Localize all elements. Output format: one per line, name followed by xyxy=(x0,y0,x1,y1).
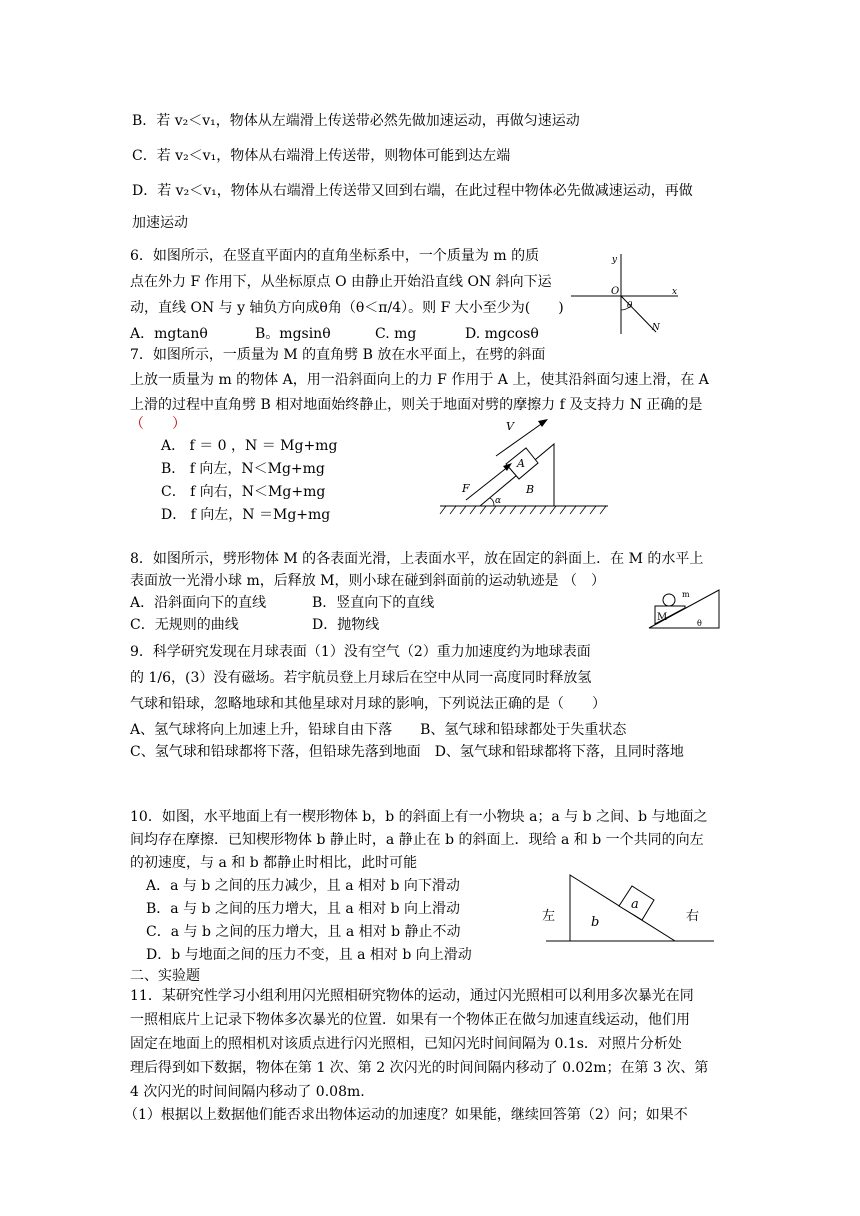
q9-options-cd: C、氢气球和铅球都将下落，但铅球先落到地面 D、氢气球和铅球都将下落，且同时落地 xyxy=(130,744,684,760)
q11-line3: 固定在地面上的照相机对该质点进行闪光照相，已知闪光时间间隔为 0.1s．对照片分析处 xyxy=(130,1036,682,1052)
q10-option-c: C．a 与 b 之间的压力增大，且 a 相对 b 静止不动 xyxy=(146,924,461,940)
q8-ball xyxy=(663,594,675,606)
q7-option-c: C． f 向右，N＜Mg+mg xyxy=(161,484,326,500)
q10-label-left: 左 xyxy=(542,909,556,924)
q10-option-b: B．a 与 b 之间的压力增大，且 a 相对 b 向上滑动 xyxy=(146,901,461,917)
q7-option-a: A． f ＝ 0 ，N ＝ Mg+mg xyxy=(161,438,338,454)
q5-option-c: C．若 v₂＜v₁，物体从右端滑上传送带，则物体可能到达左端 xyxy=(132,148,511,164)
q10-label-a: a xyxy=(631,897,639,912)
q7-label-b: B xyxy=(526,483,535,496)
q11-line4: 理后得到如下数据，物体在第 1 次、第 2 次闪光的时间间隔内移动了 0.02m；在第 3 次、第 xyxy=(130,1060,709,1076)
q6-line3: 动，直线 ON 与 y 轴负方向成θ角（θ＜π/4）。则 F 大小至少为( ) xyxy=(130,300,564,316)
q7-line2: 上放一质量为 m 的物体 A，用一沿斜面向上的力 F 作用于 A 上，使其沿斜面匀速上滑，在 A xyxy=(130,372,709,388)
q10-option-d: D．b 与地面之间的压力不变，且 a 相对 b 向上滑动 xyxy=(146,947,472,963)
q8-line2: 表面放一光滑小球 m，后释放 M，则小球在碰到斜面前的运动轨迹是 （ ） xyxy=(130,573,605,589)
q9-line1: 9．科学研究发现在月球表面（1）没有空气（2）重力加速度约为地球表面 xyxy=(130,644,591,660)
q7-label-a: A xyxy=(517,457,525,470)
q11-line1: 11．某研究性学习小组利用闪光照相研究物体的运动，通过闪光照相可以利用多次暴光在同 xyxy=(130,988,694,1004)
q8-label-theta: θ xyxy=(697,619,702,628)
q5-option-d-line1: D．若 v₂＜v₁，物体从右端滑上传送带又回到右端，在此过程中物体必先做减速运动，再做 xyxy=(132,183,693,199)
q6-coordinate-figure xyxy=(566,250,686,340)
q5-option-d-line2: 加速运动 xyxy=(132,215,188,231)
q6-label-o: O xyxy=(611,286,620,297)
q10-wedge-figure xyxy=(536,866,720,946)
q6-label-n: N xyxy=(652,323,660,333)
q6-option-d: D. mgcosθ xyxy=(465,326,539,342)
q8-line1: 8．如图所示，劈形物体 M 的各表面光滑，上表面水平，放在固定的斜面上．在 M 的水平上 xyxy=(130,551,704,567)
q8-option-d: D．抛物线 xyxy=(312,617,380,633)
q6-line2: 点在外力 F 作用下，从坐标原点 O 由静止开始沿直线 ON 斜向下运 xyxy=(130,274,552,290)
q10-label-b: b xyxy=(591,915,600,930)
q8-label-small-m: m xyxy=(682,590,690,599)
section-2-heading: 二、实验题 xyxy=(130,968,200,984)
q11-line2: 一照相底片上记录下物体多次暴光的位置．如果有一个物体正在做匀加速直线运动，他们用 xyxy=(130,1012,690,1028)
q8-incline-figure xyxy=(645,584,725,632)
q6-option-c: C. mg xyxy=(375,326,417,342)
q10-label-right: 右 xyxy=(686,909,700,924)
q7-option-b: B． f 向左，N＜Mg+mg xyxy=(161,461,325,477)
q5-option-b: B．若 v₂＜v₁，物体从左端滑上传送带必然先做加速运动，再做匀速运动 xyxy=(132,113,580,129)
q7-wedge-figure xyxy=(436,416,612,520)
q7-ground-hatching xyxy=(440,506,606,514)
q6-label-y: y xyxy=(611,255,617,265)
q8-option-c: C．无规则的曲线 xyxy=(130,617,239,633)
q7-velocity-arrow xyxy=(496,422,544,456)
q8-label-big-m: M xyxy=(657,612,668,623)
q9-line2: 的 1/6，(3）没有磁场。若宇航员登上月球后在空中从同一高度同时释放氢 xyxy=(130,670,592,686)
q7-line3: 上滑的过程中直角劈 B 相对地面始终静止，则关于地面对劈的摩擦力 f 及支持力 N 正确的是 xyxy=(130,397,703,413)
q6-label-theta: θ xyxy=(627,301,633,311)
q9-line3: 气球和铅球，忽略地球和其他星球对月球的影响，下列说法正确的是（ ） xyxy=(130,696,606,712)
q10-line2: 间均存在摩擦．已知楔形物体 b 静止时，a 静止在 b 的斜面上．现给 a 和 b 一个共同的向左 xyxy=(130,832,704,848)
q6-label-x: x xyxy=(672,287,678,297)
q7-option-d: D． f 向左，N ＝Mg+mg xyxy=(161,507,331,523)
q6-option-b: B。mgsinθ xyxy=(255,326,331,342)
q8-option-b: B．竖直向下的直线 xyxy=(312,595,435,611)
q10-option-a: A．a 与 b 之间的压力减少，且 a 相对 b 向下滑动 xyxy=(146,878,460,894)
q8-option-a: A．沿斜面向下的直线 xyxy=(130,595,267,611)
q6-line1: 6．如图所示，在竖直平面内的直角坐标系中，一个质量为 m 的质 xyxy=(130,248,540,264)
q7-label-f: F xyxy=(462,482,470,495)
q10-line1: 10．如图，水平地面上有一楔形物体 b，b 的斜面上有一小物块 a；a 与 b 之间、b 与地面之 xyxy=(130,809,708,825)
q6-option-a: A．mgtanθ xyxy=(130,326,208,342)
q11-line6: （1）根据以上数据他们能否求出物体运动的加速度？如果能，继续回答第（2）问；如果不 xyxy=(124,1107,688,1123)
q10-line3: 的初速度，与 a 和 b 都静止时相比，此时可能 xyxy=(130,855,418,871)
q11-line5: 4 次闪光的时间间隔内移动了 0.08m. xyxy=(130,1084,365,1100)
q7-label-v: V xyxy=(506,420,514,433)
q7-answer-bracket: （ ） xyxy=(130,416,186,432)
q7-label-alpha: α xyxy=(495,496,502,506)
q9-options-ab: A、氢气球将向上加速上升，铅球自由下落 B、氢气球和铅球都处于失重状态 xyxy=(130,722,627,738)
q7-line1: 7．如图所示，一质量为 M 的直角劈 B 放在水平面上，在劈的斜面 xyxy=(130,347,546,363)
